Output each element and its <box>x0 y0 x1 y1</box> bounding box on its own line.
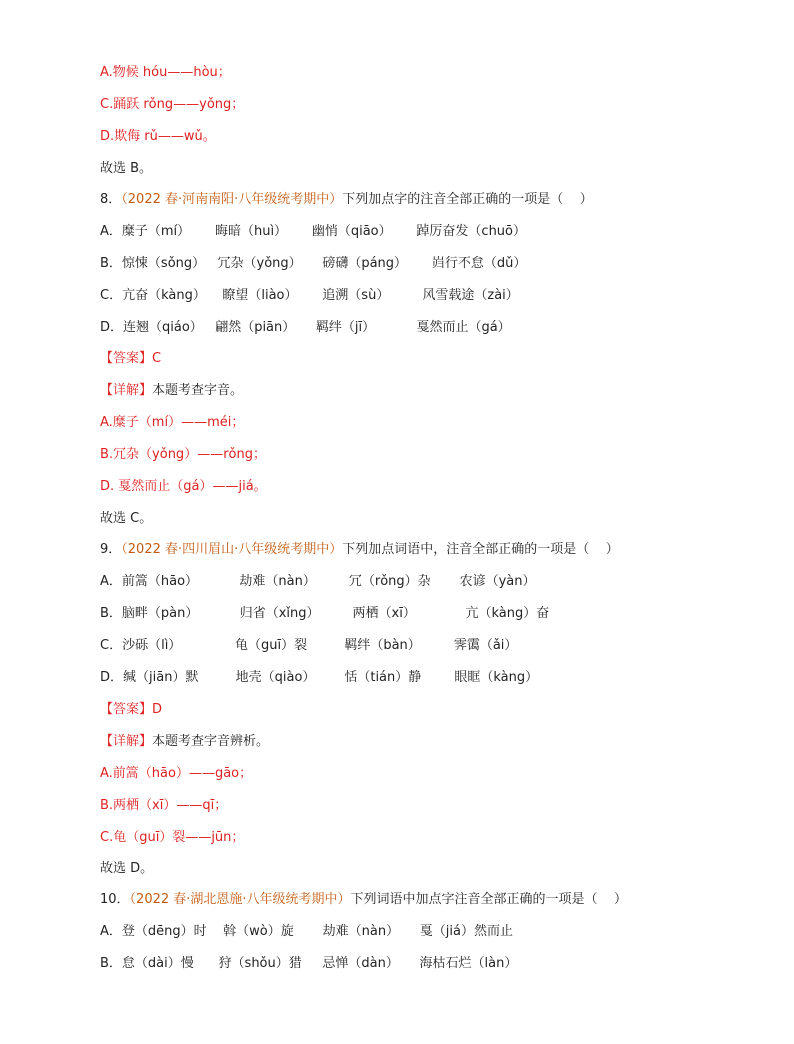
detail-label: 【详解】 <box>100 734 153 749</box>
question-9-conclusion: 故选 D。 <box>100 861 154 876</box>
question-8-explain-2: B.冗杂（yǒng）——rǒng； <box>100 447 266 462</box>
question-9-option-a: A．前篙（hāo） 劫难（nàn） 冗（rǒng）杂 农谚（yàn） <box>100 574 536 589</box>
question-source: （2022 春·四川眉山·八年级统考期中） <box>121 542 343 557</box>
question-8-stem <box>100 191 593 209</box>
question-number: 9． <box>100 542 122 557</box>
question-9-explain-3: C.龟（guī）裂——jūn； <box>100 830 245 845</box>
question-9-answer <box>100 701 162 719</box>
question-text: 下列词语中加点字注音全部正确的一项是（ ） <box>350 892 628 907</box>
question-9-option-b: B．脑畔（pàn） 归省（xǐng） 两栖（xī） 亢（kàng）奋 <box>100 606 550 621</box>
question-9-option-c: C．沙砾（lì） 龟（guī）裂 羁绊（bàn） 霁霭（ǎi） <box>100 638 518 653</box>
detail-text: 本题考查字音。 <box>152 383 244 398</box>
answer-label: 【答案】 <box>100 702 153 717</box>
question-9-explain-2: B.两栖（xī）——qī； <box>100 798 228 813</box>
question-8-detail <box>100 382 243 400</box>
question-8-option-d: D．连翘（qiáo） 翩然（piān） 羁绊（jī） 戛然而止（gá） <box>100 320 511 335</box>
question-9-explain-1: A.前篙（hāo）——gāo； <box>100 766 253 781</box>
question-number: 8． <box>100 192 122 207</box>
question-source: （2022 春·河南南阳·八年级统考期中） <box>121 192 343 207</box>
question-8-option-a: A．糜子（mí） 晦暗（huì） 幽悄（qiāo） 踔厉奋发（chuō） <box>100 224 527 239</box>
question-9-stem <box>100 541 619 559</box>
question-8-explain-3: D. 戛然而止（gá）——jiá。 <box>100 479 267 494</box>
question-text: 下列加点词语中，注音全部正确的一项是（ ） <box>342 542 619 557</box>
question-source: （2022 春·湖北恩施·八年级统考期中） <box>129 892 351 907</box>
question-8-explain-1: A.糜子（mí）——méi； <box>100 415 245 430</box>
answer-value: C <box>152 351 162 366</box>
question-10-option-b: B．怠（dài）慢 狩（shǒu）猎 忌惮（dàn） 海枯石烂（làn） <box>100 956 518 971</box>
answer-label: 【答案】 <box>100 351 153 366</box>
answer-value: D <box>152 702 163 717</box>
question-8-conclusion: 故选 C。 <box>100 511 153 526</box>
prev-explain-line-1: A.物候 hóu——hòu； <box>100 65 231 80</box>
detail-label: 【详解】 <box>100 383 153 398</box>
question-number: 10． <box>100 892 130 907</box>
detail-text: 本题考查字音辨析。 <box>152 734 270 749</box>
question-10-stem <box>100 891 627 909</box>
prev-conclusion: 故选 B。 <box>100 161 153 176</box>
question-8-option-b: B．惊悚（sǒng） 冗杂（yǒng） 磅礴（páng） 岿行不怠（dǔ） <box>100 256 527 271</box>
question-10-option-a: A．登（dēng）时 斡（wò）旋 劫难（nàn） 戛（jiá）然而止 <box>100 924 513 939</box>
question-text: 下列加点字的注音全部正确的一项是（ ） <box>342 192 593 207</box>
question-8-option-c: C．亢奋（kàng） 瞭望（liào） 追溯（sù） 风雪载途（zài） <box>100 288 519 303</box>
prev-explain-line-2: C.踊跃 rǒng——yǒng； <box>100 97 245 112</box>
question-9-option-d: D．缄（jiān）默 地壳（qiào） 恬（tián）静 眼眶（kàng） <box>100 670 539 685</box>
question-9-detail <box>100 733 269 751</box>
question-8-answer <box>100 350 161 368</box>
prev-explain-line-3: D.欺侮 rǔ——wǔ。 <box>100 129 216 144</box>
